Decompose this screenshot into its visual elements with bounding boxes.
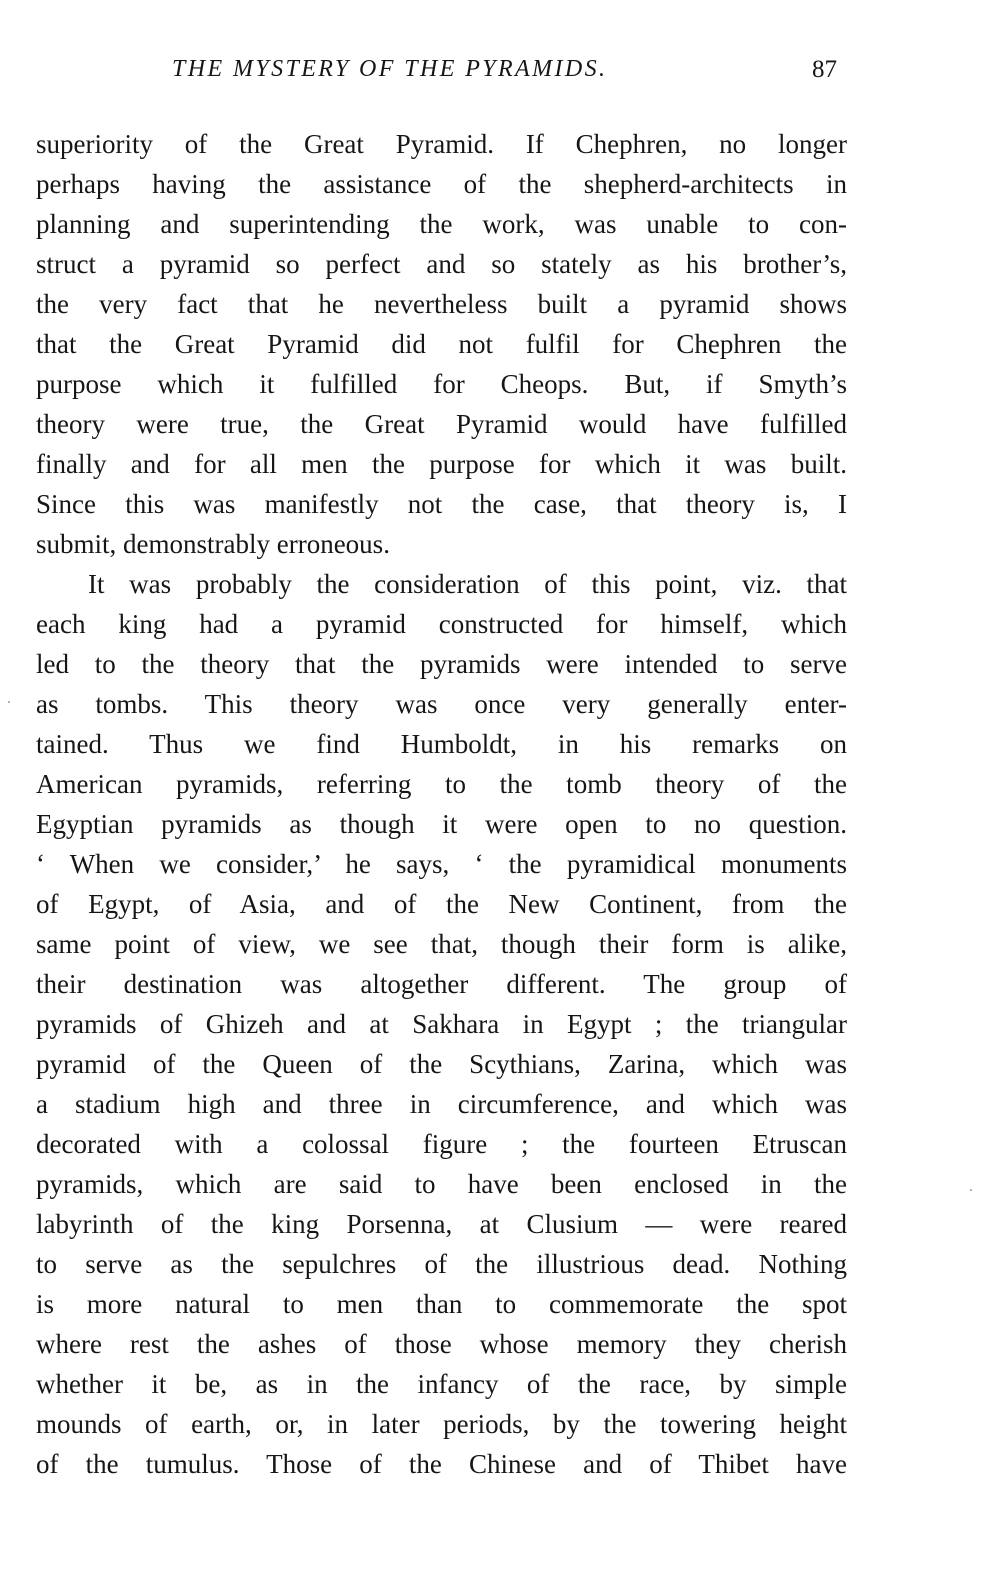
text-line: struct a pyramid so perfect and so stately as his brother’s, (36, 249, 847, 279)
text-line: It was probably the consideration of this point, viz. that (88, 569, 847, 599)
page-number: 87 (812, 56, 837, 83)
text-line: pyramids of Ghizeh and at Sakhara in Egypt ; the triangular (36, 1009, 847, 1039)
text-line: Since this was manifestly not the case, that theory is, I (36, 489, 847, 519)
paragraph-1 (36, 124, 847, 564)
text-line: labyrinth of the king Porsenna, at Clusium — were reared (36, 1209, 847, 1239)
text-line: led to the theory that the pyramids were intended to serve (36, 649, 847, 679)
text-line: purpose which it fulfilled for Cheops. But, if Smyth’s (36, 369, 847, 399)
text-line: of the tumulus. Those of the Chinese and of Thibet have (36, 1449, 847, 1479)
text-line: mounds of earth, or, in later periods, by the towering height (36, 1409, 847, 1439)
text-line: where rest the ashes of those whose memory they cherish (36, 1329, 847, 1359)
text-line: whether it be, as in the infancy of the race, by simple (36, 1369, 847, 1399)
text-line: theory were true, the Great Pyramid would have fulfilled (36, 409, 847, 439)
text-line: submit, demonstrably erroneous. (36, 529, 390, 559)
scan-speck (970, 1189, 972, 1191)
text-line: the very fact that he nevertheless built a pyramid shows (36, 289, 847, 319)
text-line: American pyramids, referring to the tomb theory of the (36, 769, 847, 799)
text-line: finally and for all men the purpose for which it was built. (36, 449, 847, 479)
running-head (0, 56, 1000, 96)
text-line: superiority of the Great Pyramid. If Chephren, no longer (36, 129, 847, 159)
text-line: that the Great Pyramid did not fulfil for Chephren the (36, 329, 847, 359)
text-line: to serve as the sepulchres of the illustrious dead. Nothing (36, 1249, 847, 1279)
running-title: THE MYSTERY OF THE PYRAMIDS. (172, 56, 608, 82)
text-line: of Egypt, of Asia, and of the New Continent, from the (36, 889, 847, 919)
body-text (36, 124, 847, 1484)
text-line: a stadium high and three in circumference, and which was (36, 1089, 847, 1119)
text-line: Egyptian pyramids as though it were open to no question. (36, 809, 847, 839)
text-line: tained. Thus we find Humboldt, in his remarks on (36, 729, 847, 759)
text-line: is more natural to men than to commemorate the spot (36, 1289, 847, 1319)
text-line: as tombs. This theory was once very generally enter- (36, 689, 847, 719)
text-line: their destination was altogether different. The group of (36, 969, 847, 999)
scan-speck (8, 701, 10, 703)
text-line: each king had a pyramid constructed for himself, which (36, 609, 847, 639)
text-line: perhaps having the assistance of the shepherd-architects in (36, 169, 847, 199)
text-line: decorated with a colossal figure ; the fourteen Etruscan (36, 1129, 847, 1159)
text-line: ‘ When we consider,’ he says, ‘ the pyramidical monuments (36, 849, 847, 879)
text-line: planning and superintending the work, was unable to con- (36, 209, 847, 239)
paragraph-2 (36, 564, 847, 1484)
text-line: pyramid of the Queen of the Scythians, Zarina, which was (36, 1049, 847, 1079)
text-line: same point of view, we see that, though their form is alike, (36, 929, 847, 959)
text-line: pyramids, which are said to have been enclosed in the (36, 1169, 847, 1199)
